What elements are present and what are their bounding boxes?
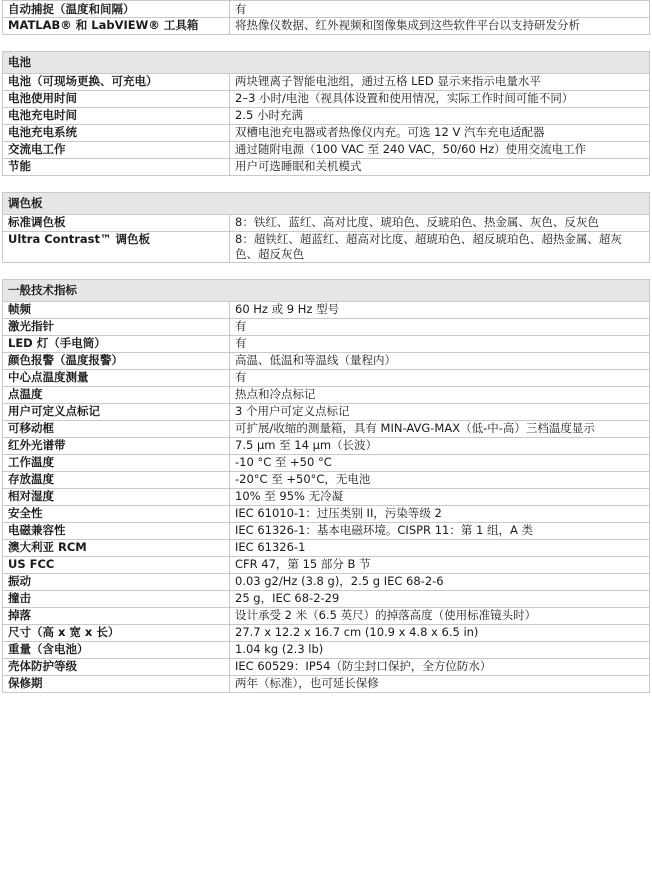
spec-value: IEC 61326-1：基本电磁环境。CISPR 11：第 1 组，A 类 — [230, 523, 650, 540]
spec-row — [3, 540, 650, 557]
spec-value: 有 — [230, 319, 650, 336]
spec-value: 7.5 μm 至 14 μm（长波） — [230, 438, 650, 455]
spec-label: 标准调色板 — [3, 215, 230, 232]
spec-label: 电池（可现场更换、可充电） — [3, 74, 230, 91]
spec-row — [3, 387, 650, 404]
spec-value: 设计承受 2 米（6.5 英尺）的掉落高度（使用标准镜头时） — [230, 608, 650, 625]
spec-value: 热点和冷点标记 — [230, 387, 650, 404]
spec-label: 自动捕捉（温度和间隔） — [3, 1, 230, 18]
spec-row — [3, 125, 650, 142]
spec-label: 电池充电系统 — [3, 125, 230, 142]
spec-label: 澳大利亚 RCM — [3, 540, 230, 557]
spec-row — [3, 557, 650, 574]
spec-value: 可扩展/收缩的测量箱，具有 MIN-AVG-MAX（低-中-高）三档温度显示 — [230, 421, 650, 438]
spec-row — [3, 472, 650, 489]
spec-value: 双槽电池充电器或者热像仪内充。可选 12 V 汽车充电适配器 — [230, 125, 650, 142]
spec-label: 撞击 — [3, 591, 230, 608]
spec-value: 60 Hz 或 9 Hz 型号 — [230, 302, 650, 319]
spec-label: US FCC — [3, 557, 230, 574]
spec-row — [3, 489, 650, 506]
spec-label: 可移动框 — [3, 421, 230, 438]
spec-label: 红外光谱带 — [3, 438, 230, 455]
spec-label: Ultra Contrast™ 调色板 — [3, 232, 230, 263]
spec-label: MATLAB® 和 LabVIEW® 工具箱 — [3, 18, 230, 35]
spec-value: 1.04 kg (2.3 lb) — [230, 642, 650, 659]
spec-label: 壳体防护等级 — [3, 659, 230, 676]
spec-row — [3, 232, 650, 263]
spec-row — [3, 608, 650, 625]
spec-value: 0.03 g2/Hz (3.8 g)，2.5 g IEC 68-2-6 — [230, 574, 650, 591]
spec-value: 两块锂离子智能电池组，通过五格 LED 显示来指示电量水平 — [230, 74, 650, 91]
spec-value: 通过随附电源（100 VAC 至 240 VAC，50/60 Hz）使用交流电工作 — [230, 142, 650, 159]
spec-value: 两年（标准），也可延长保修 — [230, 676, 650, 693]
spec-value: 27.7 x 12.2 x 16.7 cm (10.9 x 4.8 x 6.5 in) — [230, 625, 650, 642]
spec-row — [3, 91, 650, 108]
spec-table-body — [3, 1, 650, 693]
spec-row — [3, 142, 650, 159]
spec-label: 存放温度 — [3, 472, 230, 489]
spec-label: 帧频 — [3, 302, 230, 319]
section-title: 一般技术指标 — [3, 280, 650, 302]
section-header-row — [3, 52, 650, 74]
spec-label: 节能 — [3, 159, 230, 176]
spec-label: 交流电工作 — [3, 142, 230, 159]
section-spacer-cell — [3, 263, 650, 280]
section-spacer — [3, 176, 650, 193]
spec-label: 电池充电时间 — [3, 108, 230, 125]
spec-value: CFR 47，第 15 部分 B 节 — [230, 557, 650, 574]
spec-row — [3, 370, 650, 387]
spec-row — [3, 676, 650, 693]
spec-row — [3, 215, 650, 232]
spec-row — [3, 421, 650, 438]
spec-label: 激光指针 — [3, 319, 230, 336]
spec-value: IEC 61326-1 — [230, 540, 650, 557]
spec-row — [3, 574, 650, 591]
spec-value: 25 g，IEC 68-2-29 — [230, 591, 650, 608]
spec-value: -10 °C 至 +50 °C — [230, 455, 650, 472]
spec-value: 用户可选睡眠和关机模式 — [230, 159, 650, 176]
spec-row — [3, 108, 650, 125]
spec-label: 掉落 — [3, 608, 230, 625]
spec-value: 有 — [230, 336, 650, 353]
spec-value: 2.5 小时充满 — [230, 108, 650, 125]
spec-value: 有 — [230, 1, 650, 18]
section-spacer — [3, 263, 650, 280]
spec-row — [3, 302, 650, 319]
section-spacer-cell — [3, 176, 650, 193]
section-title: 电池 — [3, 52, 650, 74]
spec-row — [3, 353, 650, 370]
spec-label: 点温度 — [3, 387, 230, 404]
section-header-row — [3, 280, 650, 302]
spec-row — [3, 523, 650, 540]
spec-row — [3, 591, 650, 608]
spec-value: 将热像仪数据、红外视频和图像集成到这些软件平台以支持研发分析 — [230, 18, 650, 35]
spec-value: 8：超铁红、超蓝红、超高对比度、超琥珀色、超反琥珀色、超热金属、超灰色、超反灰色 — [230, 232, 650, 263]
spec-value: 高温、低温和等温线（量程内） — [230, 353, 650, 370]
spec-label: 工作温度 — [3, 455, 230, 472]
spec-row — [3, 455, 650, 472]
spec-label: 颜色报警（温度报警） — [3, 353, 230, 370]
spec-row — [3, 159, 650, 176]
spec-label: 用户可定义点标记 — [3, 404, 230, 421]
section-title: 调色板 — [3, 193, 650, 215]
section-spacer-cell — [3, 35, 650, 52]
spec-row — [3, 506, 650, 523]
spec-value: IEC 61010-1：过压类别 II，污染等级 2 — [230, 506, 650, 523]
spec-label: 电池使用时间 — [3, 91, 230, 108]
spec-label: 重量（含电池） — [3, 642, 230, 659]
spec-row — [3, 438, 650, 455]
spec-value: IEC 60529：IP54（防尘封口保护，全方位防水） — [230, 659, 650, 676]
spec-label: 保修期 — [3, 676, 230, 693]
spec-label: 电磁兼容性 — [3, 523, 230, 540]
spec-value: 2–3 小时/电池（视具体设置和使用情况，实际工作时间可能不同） — [230, 91, 650, 108]
spec-label: 振动 — [3, 574, 230, 591]
spec-row — [3, 625, 650, 642]
section-spacer — [3, 35, 650, 52]
spec-value: 有 — [230, 370, 650, 387]
spec-row — [3, 336, 650, 353]
spec-row — [3, 659, 650, 676]
spec-value: -20°C 至 +50°C，无电池 — [230, 472, 650, 489]
spec-label: 中心点温度测量 — [3, 370, 230, 387]
spec-label: 相对湿度 — [3, 489, 230, 506]
spec-label: 安全性 — [3, 506, 230, 523]
spec-table — [2, 0, 650, 693]
spec-row — [3, 18, 650, 35]
spec-row — [3, 404, 650, 421]
section-header-row — [3, 193, 650, 215]
spec-label: 尺寸（高 x 宽 x 长） — [3, 625, 230, 642]
spec-value: 8：铁红、蓝红、高对比度、琥珀色、反琥珀色、热金属、灰色、反灰色 — [230, 215, 650, 232]
spec-row — [3, 642, 650, 659]
spec-value: 10% 至 95% 无冷凝 — [230, 489, 650, 506]
spec-row — [3, 319, 650, 336]
spec-label: LED 灯（手电筒） — [3, 336, 230, 353]
spec-value: 3 个用户可定义点标记 — [230, 404, 650, 421]
spec-row — [3, 74, 650, 91]
spec-row — [3, 1, 650, 18]
